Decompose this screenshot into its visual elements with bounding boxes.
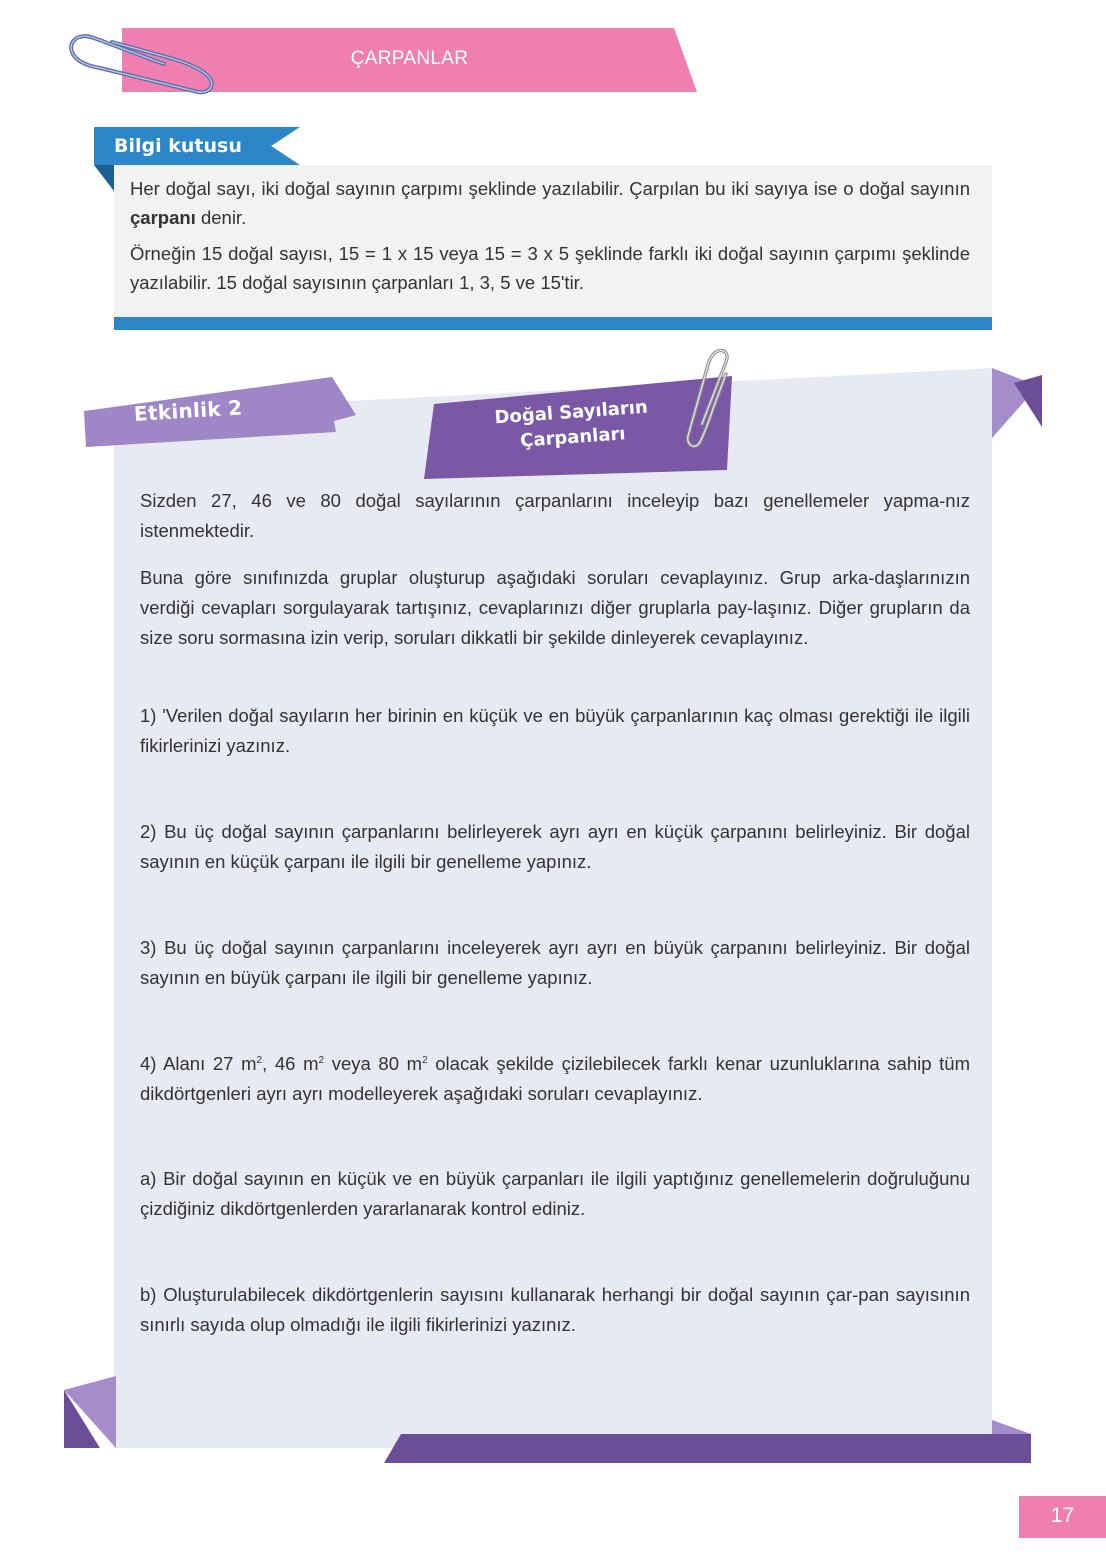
question-2: 2) Bu üç doğal sayının çarpanlarını belirleyerek ayrı ayrı en küçük çarpanını belirleyiniz. Bir doğal sayının en küçük çarpanı ile ilgili bir genelleme yapınız. bbox=[140, 821, 970, 872]
info-tag-fold bbox=[94, 165, 114, 191]
intro-paragraph-2: Buna göre sınıfınızda gruplar oluşturup aşağıdaki soruları cevaplayınız. Grup arka-daşlarınızın verdiği cevapları sorgulayarak tartışınız, cevaplarınızı diğer gruplarla pay-laşınız. Diğer grupların da size soru sormasına izin verip, soruları dikkatli bir şekilde dinleyerek cevaplayınız. bbox=[140, 567, 970, 648]
keyword-carpani: çarpanı bbox=[130, 207, 196, 228]
small-paperclip-icon bbox=[680, 344, 746, 452]
info-box-bottom-bar bbox=[114, 317, 992, 330]
chapter-title: ÇARPANLAR bbox=[350, 48, 469, 69]
question-1: 1) 'Verilen doğal sayıların her birinin en küçük ve en büyük çarpanlarının kaç olması gerektiği ile ilgili fikirlerinizi yazınız. bbox=[140, 705, 970, 756]
activity-label: Etkinlik 2 bbox=[133, 395, 244, 426]
info-box-content bbox=[130, 174, 970, 304]
question-4: 4) Alanı 27 $m^2$, 46 $m^2$ veya 80 $m^2$ olacak şekilde çizilebilecek farklı kenar uzunluklarına sahip tüm dikdörtgenleri ayrı ayrı modelleyerek aşağıdaki soruları cevaplayınız. bbox=[140, 1053, 970, 1104]
info-paragraph-2: Örneğin 15 doğal sayısı, 15 = 1 x 15 veya 15 = 3 x 5 şeklinde farklı iki doğal sayının çarpımı şeklinde yazılabilir. 15 doğal sayısının çarpanları 1, 3, 5 ve 15'tir. bbox=[130, 243, 970, 293]
page-number: 17 bbox=[1050, 1504, 1075, 1527]
question-3: 3) Bu üç doğal sayının çarpanlarını inceleyerek ayrı ayrı en büyük çarpanını belirleyiniz. Bir doğal sayının en büyük çarpanı ile ilgili bir genelleme yapınız. bbox=[140, 937, 970, 988]
panel-bottom-bar bbox=[384, 1434, 1031, 1463]
question-4a: a) Bir doğal sayının en küçük ve en büyük çarpanları ile ilgili yaptığınız genellemelerin doğruluğunu çizdiğiniz dikdörtgenlerden yararlanarak kontrol ediniz. bbox=[140, 1168, 970, 1219]
intro-paragraph-1: Sizden 27, 46 ve 80 doğal sayılarının çarpanlarını inceleyip bazı genellemeler yapma-nız istenmektedir. bbox=[140, 490, 970, 541]
paperclip-icon bbox=[60, 18, 220, 98]
info-paragraph-1: Her doğal sayı, iki doğal sayının çarpımı şeklinde yazılabilir. Çarpılan bu iki sayıya ise o doğal sayının çarpanı denir. bbox=[130, 178, 970, 228]
bottom-bar-fold bbox=[992, 1420, 1031, 1434]
activity-title: Doğal Sayıların Çarpanları bbox=[493, 396, 649, 452]
info-box-label: Bilgi kutusu bbox=[114, 135, 242, 157]
question-4b: b) Oluşturulabilecek dikdörtgenlerin sayısını kullanarak herhangi bir doğal sayının çar-pan sayısının sınırlı sayıda olup olmadığı ile ilgili fikirlerinizi yazınız. bbox=[140, 1284, 970, 1335]
